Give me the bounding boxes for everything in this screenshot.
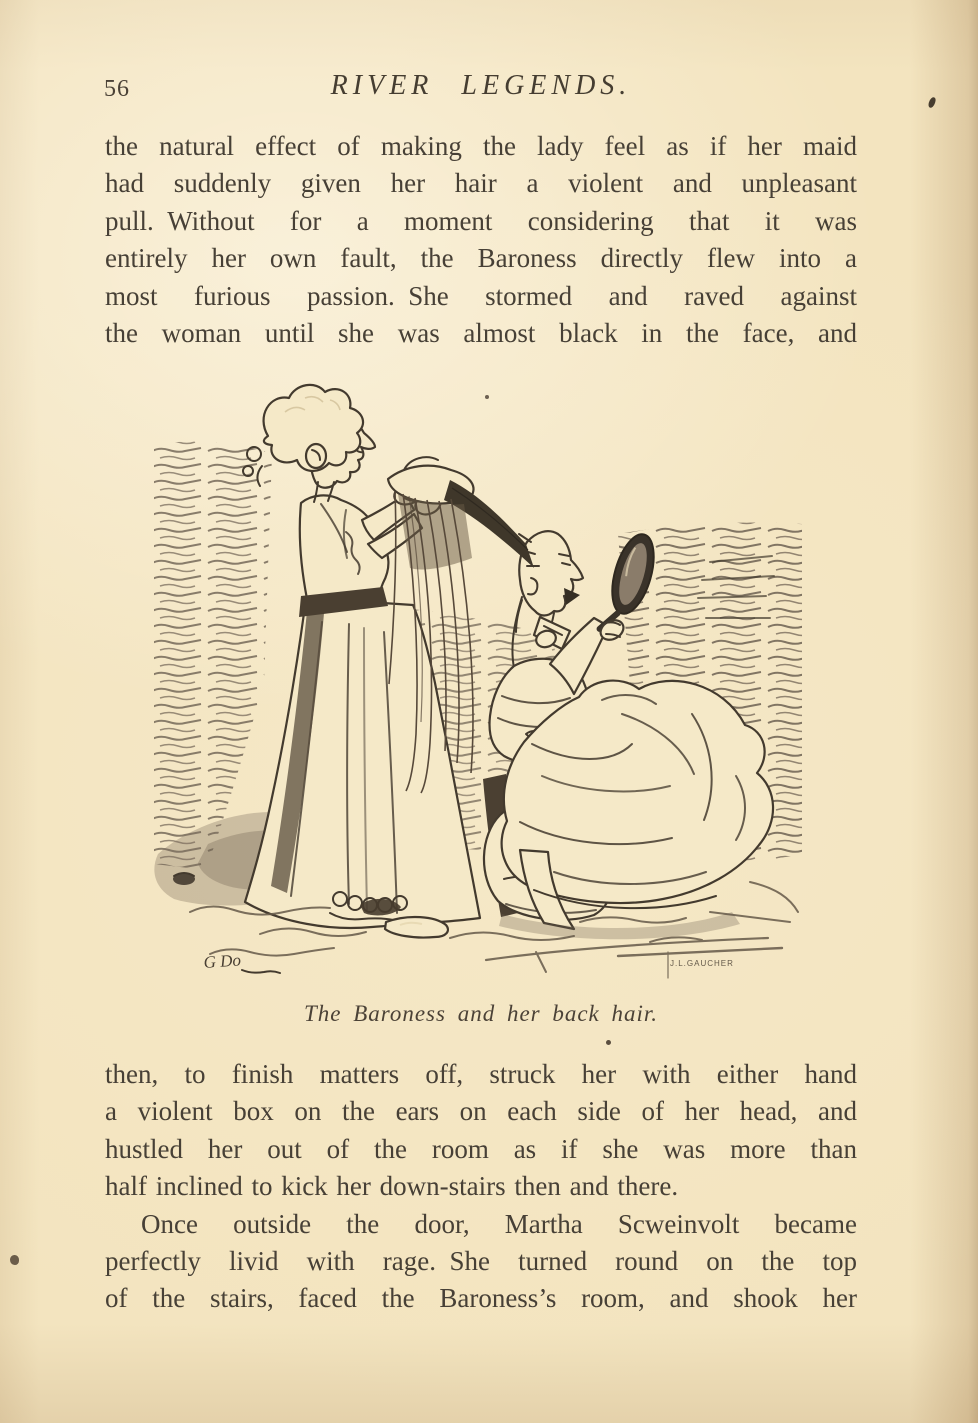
artist-signature: G Do bbox=[202, 950, 242, 972]
paragraph-block-2 bbox=[105, 1056, 857, 1318]
text-line: pull. Without for a moment considering that it was bbox=[105, 205, 857, 236]
text-line: entirely her own fault, the Baroness directly flew into a bbox=[105, 243, 857, 274]
text-line: the natural effect of making the lady feel as if her maid bbox=[105, 131, 857, 161]
running-title: RIVER LEGENDS. bbox=[330, 70, 632, 101]
ink-speck bbox=[10, 1255, 19, 1265]
ink-speck bbox=[927, 96, 936, 108]
text-line: the woman until she was almost black in the face, and bbox=[105, 317, 857, 348]
illustration-caption: The Baroness and her back hair. bbox=[303, 1001, 659, 1026]
text-line: perfectly livid with rage. She turned round on the top bbox=[105, 1245, 857, 1276]
text-line: then, to finish matters off, struck her with either hand bbox=[105, 1059, 857, 1089]
text-line: of the stairs, faced the Baroness’s room, and shook her bbox=[105, 1283, 857, 1314]
signature-flourish bbox=[242, 970, 280, 973]
engraver-signature: J.L.GAUCHER bbox=[670, 959, 734, 968]
text-line: hustled her out of the room as if she was more than bbox=[105, 1133, 857, 1164]
text-line: most furious passion. She stormed and raved against bbox=[105, 280, 857, 311]
illustration-baroness-back-hair bbox=[150, 382, 805, 992]
text-line: half inclined to kick her down-stairs then and there. bbox=[105, 1171, 679, 1202]
text-line: a violent box on the ears on each side of her head, and bbox=[105, 1096, 857, 1127]
page-number: 56 bbox=[104, 76, 130, 102]
ink-speck bbox=[606, 1040, 611, 1045]
text-line: Once outside the door, Martha Scweinvolt became bbox=[141, 1208, 857, 1239]
text-line: had suddenly given her hair a violent and unpleasant bbox=[105, 168, 857, 199]
paragraph-block-1 bbox=[105, 128, 857, 352]
